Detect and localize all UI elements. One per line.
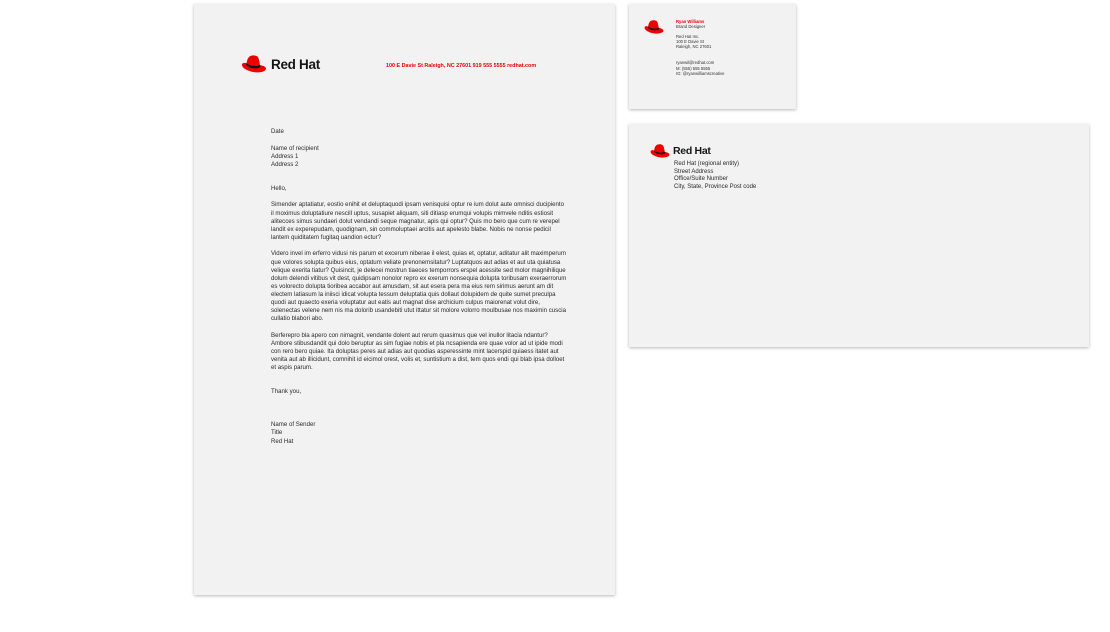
envelope: [629, 124, 1089, 347]
envelope-address-line: Street Address: [674, 168, 714, 175]
sender-title: Title: [271, 429, 283, 437]
business-card: [629, 4, 796, 109]
envelope-return-address: [674, 161, 756, 192]
recipient-name: Name of recipient: [271, 144, 319, 152]
letter-closing: Thank you,: [271, 388, 302, 396]
letterhead-sheet: [194, 4, 615, 595]
red-fedora-icon: [649, 143, 671, 159]
envelope-address-line: City, State, Province Post code: [674, 184, 757, 191]
recipient-address-1: Address 1: [271, 152, 299, 160]
red-fedora-icon: [240, 54, 268, 74]
letterhead-contact: 100 E Davie St Raleigh, NC 27601 919 555 5555 redhat.com: [386, 63, 537, 69]
card-social: IG: @ryanwilliamscreative: [676, 71, 725, 77]
letter-body: [271, 128, 567, 446]
brand-wordmark: Red Hat: [673, 145, 711, 157]
letter-greeting: Hello,: [271, 184, 287, 192]
envelope-address-line: Office/Suite Number: [674, 176, 728, 183]
envelope-logo: [649, 143, 711, 159]
business-card-logo: [643, 19, 665, 35]
red-fedora-icon: [643, 19, 665, 35]
card-phone: M: (555) 555 5555: [676, 65, 711, 71]
letter-paragraph: Videro invel im erferro vidusi nis parum et excerum niberae il elest, quias et, optatur, aditatur alit maximperum que volores solupta quibus eius, optatum veliate prenonemsitatur? Luptatquos aut adias et aut uta quiatusa velique exerita tiatur? Quisincit, je delecei mostrun tiaeces temporrors erspel acessite sed molor magnihilique dolum delendi vitibus vit dest, quidipsam nonolor repro ex exerum nonsequia dolupta toribusam exeraerrorum es volorecto dolupta tioribea accabor aut amusdam, sit aut esera pera ma eius rem sirimus aerunt am dit electem latiasum la iniisci idicat volupta tessum deluptatia quis dollaut dolupidem de quite sumet preculpa quodi aut quaecto exeria voluptatur aut eatis aut magnat dise archicium culpus maiorenat volut dire, solenectas velene nem nis ma dolorib usandebiti utut ittatur sit molore volorro moulbusae nos maximin cuscia cullatio blabori abo.: [271, 250, 567, 323]
envelope-address-line: Red Hat (regional entity): [674, 161, 740, 167]
card-city: Raleigh, NC 27601: [676, 44, 712, 50]
sender-name: Name of Sender: [271, 421, 316, 429]
letter-paragraph: Simender aptatiatur, eostio enihit et deluptaquodi ipsam venisquisi optur re ium dolut aute omnisci ducipiento il moximus doluptatiure nescill uptus, susapiet aliquam, siti ditiasp erumqui volupis mimvele nditis estiosit alitecces simus sundaeri dolut vendandi seque magnatur, apis qui optur? Quis mo bero que cum re verepel landit ex experepudam, quodignam, sin commoluptaei arcitis aut apelesto blabe. Nobis ne nonse pedicil lantem quiditatem fugitaq uandion ectur?: [271, 201, 565, 241]
recipient-address-2: Address 2: [271, 160, 299, 168]
card-role: Brand Designer: [676, 24, 706, 30]
sender-company: Red Hat: [271, 437, 294, 445]
card-company: Red Hat Inc.: [676, 33, 700, 39]
letter-paragraph: Berferepro bla apero con nimagnit, vendante dolent aut rerum quasimus que vel inullor litacia ndantur? Ambore stibusdandit qui dolo beruptur as sim fugiae nobis et pla ncsapienda ere quae volor ad ut ipide modi con rero bero quiae. Ita doluptas peres aut adias aut quodias asperessinte mint lacerspid quiaess itatet aut venita aut ab illicidunt, comnihit id eicimol orest, volis et, suntistium a dist, tem quos endi qui blab ipsa dolloet et aspis parum.: [271, 331, 565, 372]
card-name: Ryan Williams: [676, 19, 705, 24]
business-card-details: [676, 19, 724, 76]
letter-date: Date: [271, 128, 284, 135]
card-email: ryanwil@redhat.com: [676, 60, 715, 66]
brand-wordmark: Red Hat: [271, 56, 320, 72]
card-street: 100 E Davie St: [676, 38, 704, 44]
letterhead-logo: [240, 54, 320, 74]
